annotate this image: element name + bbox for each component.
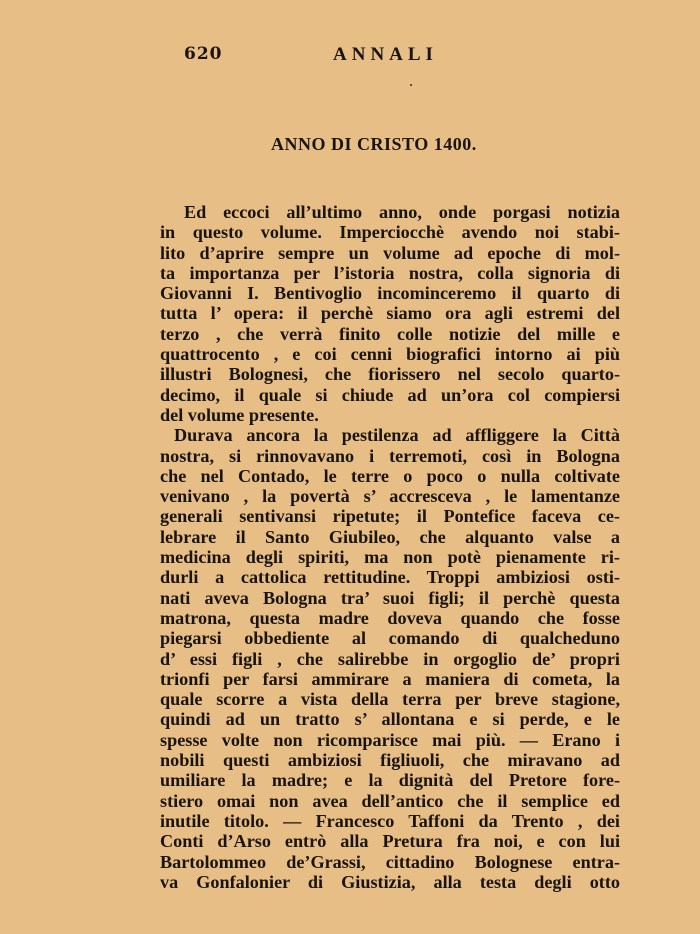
- text-line: decimo, il quale si chiude ad un’ora col compiersi: [160, 384, 620, 405]
- running-title: ANNALI: [333, 44, 438, 65]
- text-line: umiliare la madre; e la dignità del Pretore fore-: [160, 770, 620, 791]
- text-line: piegarsi obbediente al comando di qualcheduno: [160, 628, 620, 649]
- running-head: [0, 44, 700, 68]
- text-line: che nel Contado, le terre o poco o nulla coltivate: [160, 465, 620, 486]
- text-line: medicina degli spiriti, ma non potè pienamente ri-: [160, 547, 620, 568]
- text-line: quale scorre a vista della terra per breve stagione,: [160, 689, 620, 710]
- text-line: tutta l’ opera: il perchè siamo ora agli estremi del: [160, 303, 620, 324]
- text-line: Giovanni I. Bentivoglio incominceremo il quarto di: [160, 283, 620, 304]
- text-line: Ed eccoci all’ultimo anno, onde porgasi notizia: [184, 202, 620, 222]
- text-line: durli a cattolica rettitudine. Troppi ambiziosi osti-: [160, 567, 620, 588]
- text-line: quindi ad un tratto s’ allontana e si perde, e le: [160, 709, 620, 730]
- text-line: inutile titolo. — Francesco Taffoni da Trento , dei: [160, 810, 620, 831]
- text-line: stiero omai non avea dell’antico che il semplice ed: [160, 790, 620, 811]
- text-line: Bartolommeo de’Grassi, cittadino Bolognese entra-: [160, 851, 620, 872]
- text-line: quattrocento , e coi cenni biografici intorno ai più: [160, 344, 620, 365]
- text-line: trionfi per farsi ammirare a maniera di cometa, la: [160, 668, 620, 689]
- text-line: lebrare il Santo Giubileo, che alquanto valse a: [160, 526, 620, 547]
- text-line: spesse volte non ricomparisce mai più. — Erano i: [160, 729, 620, 750]
- text-line: Conti d’Arso entrò alla Pretura fra noi, e con lui: [160, 831, 620, 852]
- text-line: ta importanza per l’istoria nostra, colla signoria di: [160, 262, 620, 283]
- text-line: d’ essi figli , che salirebbe in orgoglio de’ propri: [160, 648, 620, 669]
- text-line: in questo volume. Imperciocchè avendo noi stabi-: [160, 222, 620, 243]
- body-text: [160, 202, 620, 892]
- text-line: nobili questi ambiziosi figliuoli, che miravano ad: [160, 750, 620, 771]
- text-line: nati aveva Bologna tra’ suoi figli; il perchè questa: [160, 587, 620, 608]
- text-line: generali sentivansi ripetute; il Pontefice faceva ce-: [160, 506, 620, 527]
- text-line: illustri Bolognesi, che fiorissero nel secolo quarto-: [160, 364, 620, 385]
- ink-speck: [410, 84, 412, 86]
- text-line: Durava ancora la pestilenza ad affliggere la Città: [174, 425, 620, 446]
- text-line: venivano , la povertà s’ accresceva , le lamentanze: [160, 486, 620, 507]
- text-line: lito d’aprire sempre un volume ad epoche di mol-: [160, 242, 620, 263]
- text-line: terzo , che verrà finito colle notizie del mille e: [160, 323, 620, 344]
- text-line: va Gonfalonier di Giustizia, alla testa degli otto: [160, 871, 620, 892]
- text-line: del volume presente.: [160, 404, 319, 425]
- section-heading: ANNO DI CRISTO 1400.: [271, 134, 477, 154]
- text-line: nostra, si rinnovavano i terremoti, così in Bologna: [160, 445, 620, 466]
- page-number: 620: [184, 44, 223, 64]
- text-line: matrona, questa madre doveva quando che fosse: [160, 607, 620, 628]
